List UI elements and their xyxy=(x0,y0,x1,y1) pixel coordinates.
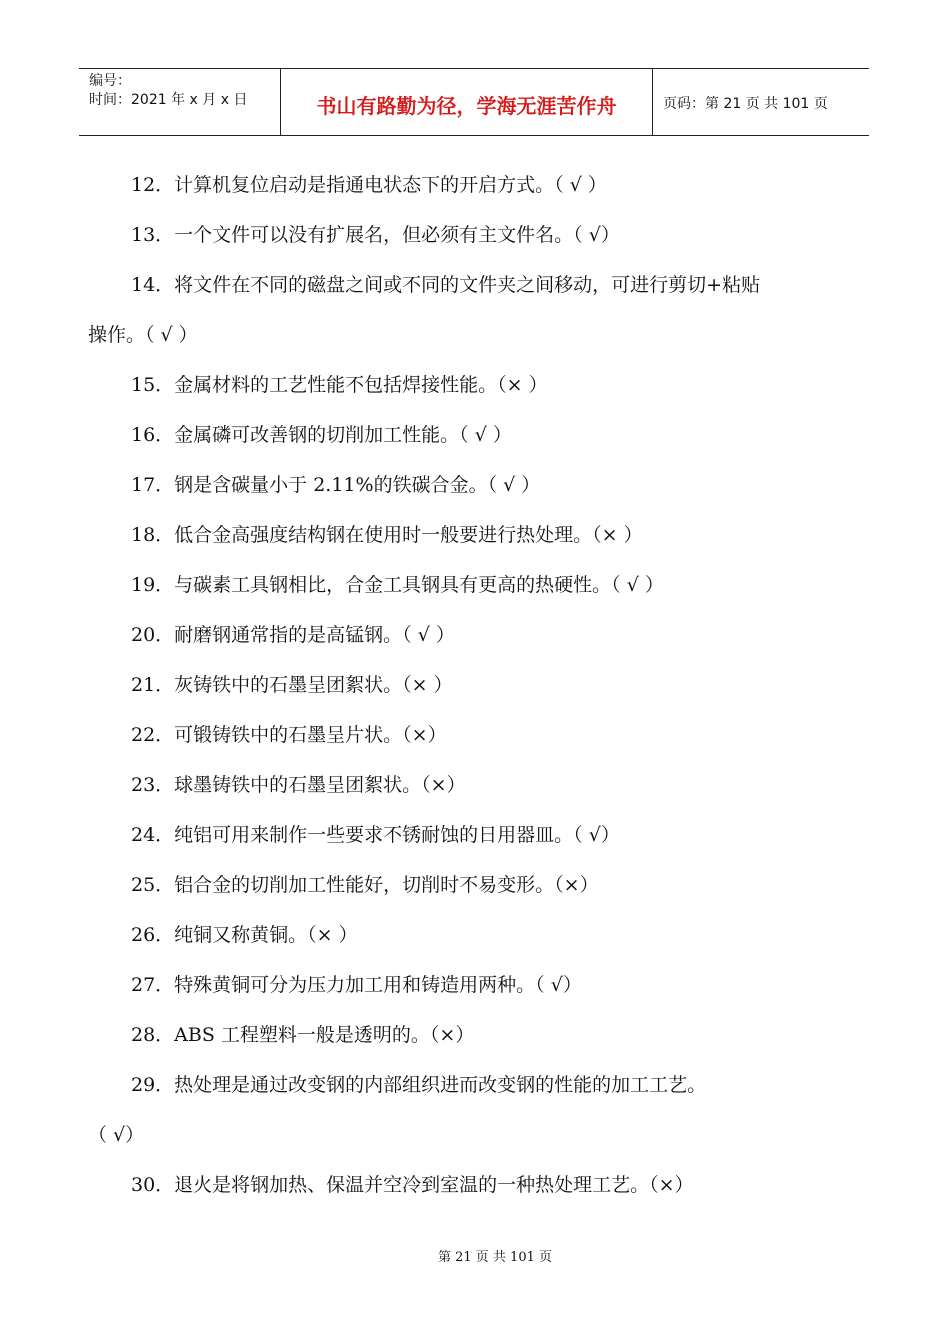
question-line: 29．热处理是通过改变钢的内部组织进而改变钢的性能的加工工艺。 xyxy=(131,1074,707,1096)
header-meta xyxy=(79,69,281,135)
question-line: 25．铝合金的切削加工性能好，切削时不易变形。（×） xyxy=(131,874,599,896)
page-footer: 第 21 页 共 101 页 xyxy=(437,1250,553,1265)
question-line: 17．钢是含碳量小于 2.11%的铁碳合金。（ √ ） xyxy=(131,474,541,496)
question-line: 22．可锻铸铁中的石墨呈片状。（×） xyxy=(131,724,447,746)
question-line: 24．纯铝可用来制作一些要求不锈耐蚀的日用器皿。（ √） xyxy=(131,824,620,846)
page-header xyxy=(79,68,869,136)
question-line: 21．灰铸铁中的石墨呈团絮状。（× ） xyxy=(131,674,453,696)
question-line: 26．纯铜又称黄铜。（× ） xyxy=(131,924,358,946)
question-line: 28．ABS 工程塑料一般是透明的。（×） xyxy=(131,1024,475,1046)
question-line: 14．将文件在不同的磁盘之间或不同的文件夹之间移动，可进行剪切+粘贴 xyxy=(131,274,761,296)
question-line: 16．金属磷可改善钢的切削加工性能。（ √ ） xyxy=(131,424,512,446)
question-line: 15．金属材料的工艺性能不包括焊接性能。（× ） xyxy=(131,374,548,396)
question-line: 12．计算机复位启动是指通电状态下的开启方式。（ √ ） xyxy=(131,174,607,196)
question-line: 19．与碳素工具钢相比，合金工具钢具有更高的热硬性。（ √ ） xyxy=(131,574,664,596)
header-motto: 书山有路勤为径，学海无涯苦作舟 xyxy=(281,69,653,135)
question-line: 30．退火是将钢加热、保温并空冷到室温的一种热处理工艺。（×） xyxy=(131,1174,694,1196)
document-time-label: 时间：2021 年 x 月 x 日 xyxy=(89,92,248,108)
question-line: 18．低合金高强度结构钢在使用时一般要进行热处理。（× ） xyxy=(131,524,643,546)
question-line-continuation: 操作。（ √ ） xyxy=(88,324,198,346)
question-list xyxy=(88,160,863,1210)
question-line: 13．一个文件可以没有扩展名，但必须有主文件名。（ √） xyxy=(131,224,620,246)
document-number-label: 编号： xyxy=(89,73,131,89)
question-line: 23．球墨铸铁中的石墨呈团絮状。（×） xyxy=(131,774,466,796)
question-line: 20．耐磨钢通常指的是高锰钢。（ √ ） xyxy=(131,624,455,646)
header-page-number: 页码：第 21 页 共 101 页 xyxy=(663,96,828,112)
question-line-continuation: （ √） xyxy=(88,1124,145,1146)
question-line: 27．特殊黄铜可分为压力加工用和铸造用两种。（ √） xyxy=(131,974,582,996)
